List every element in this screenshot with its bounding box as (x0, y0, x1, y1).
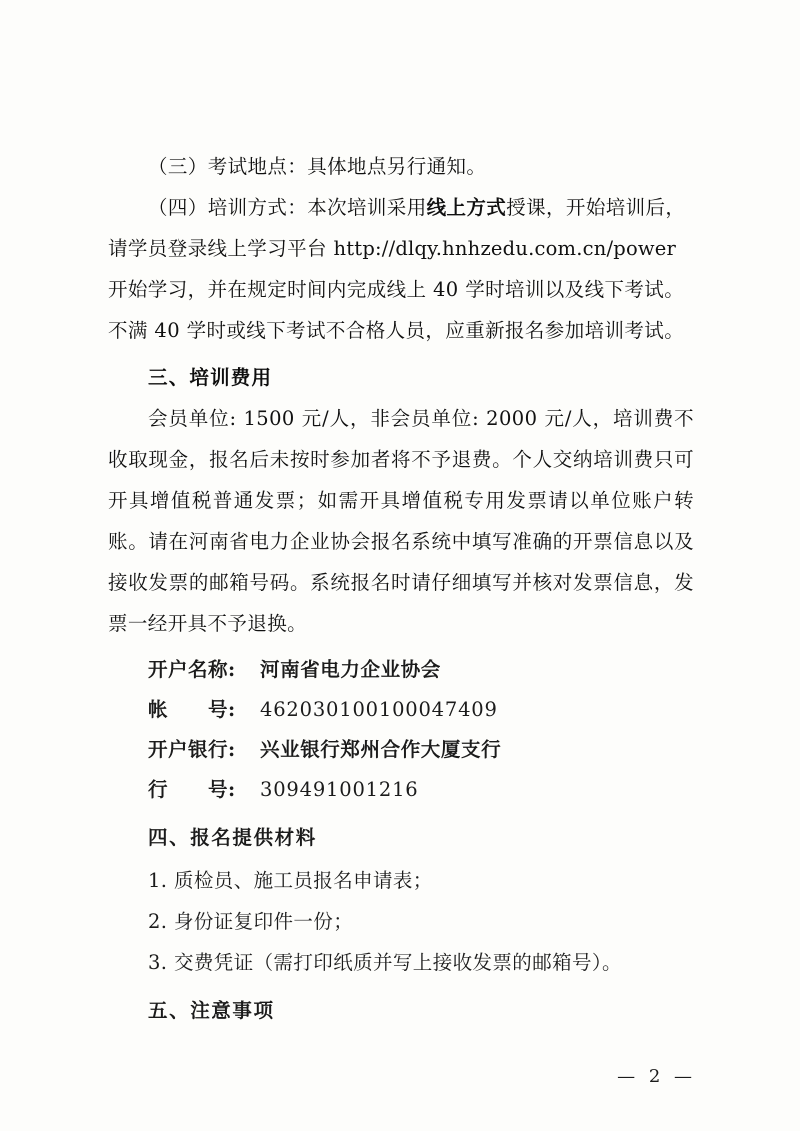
bank-value-bank-code: 309491001216 (260, 778, 419, 801)
document-body (108, 146, 694, 1033)
paragraph-training-url-line (108, 228, 694, 269)
paragraph-exam-location: （三）考试地点：具体地点另行通知。 (148, 155, 487, 178)
training-method-text-1: （四）培训方式：本次培训采用 (148, 196, 427, 219)
bank-row-account-number (148, 690, 694, 730)
paragraph-training-line4: 不满 40 学时或线下考试不合格人员，应重新报名参加培训考试。 (108, 319, 685, 342)
bank-label-bank-code: 行 号: (148, 778, 236, 801)
platform-login-text: 请学员登录线上学习平台 (108, 237, 327, 260)
section-heading-five: 五、注意事项 (148, 999, 275, 1022)
platform-url: http://dlqy.hnhzedu.com.cn/power (333, 237, 677, 260)
bank-value-bank-name: 兴业银行郑州合作大厦支行 (260, 738, 502, 761)
bank-row-bank-code (148, 770, 694, 810)
bank-value-account-number: 462030100100047409 (260, 698, 498, 721)
bank-row-bank-name (148, 730, 694, 770)
list-item: 3. 交费凭证（需打印纸质并写上接收发票的邮箱号）。 (148, 951, 622, 974)
bank-row-account-name (148, 650, 694, 690)
paragraph-training-fee: 会员单位: 1500 元/人，非会员单位: 2000 元/人，培训费不收取现金，报名后未按时参加者将不予退费。个人交纳培训费只可开具增值税普通发票；如需开具增值税专用发票请以单位账户转账。请在河南省电力企业协会报名系统中填写准确的开票信息以及接收发票的邮箱号码。系统报名时请仔细填写并核对发票信息，发票一经开具不予退换。 (108, 407, 694, 635)
page-number: — 2 — (617, 1066, 696, 1087)
section-heading-four: 四、报名提供材料 (148, 826, 317, 849)
bank-label-account-number: 帐 号: (148, 698, 236, 721)
training-method-emphasis: 线上方式 (426, 196, 507, 219)
bank-label-bank-name: 开户银行: (148, 738, 236, 761)
list-item: 2. 身份证复印件一份； (148, 910, 354, 933)
paragraph-training-line3: 开始学习，并在规定时间内完成线上 40 学时培训以及线下考试。 (108, 278, 685, 301)
paragraph-training-method (108, 187, 694, 228)
list-item: 1. 质检员、施工员报名申请表； (148, 869, 433, 892)
training-method-text-2: 授课，开始培训后， (506, 196, 686, 219)
bank-label-account-name: 开户名称: (148, 658, 236, 681)
section-heading-three: 三、培训费用 (148, 366, 273, 389)
bank-value-account-name: 河南省电力企业协会 (260, 658, 441, 681)
